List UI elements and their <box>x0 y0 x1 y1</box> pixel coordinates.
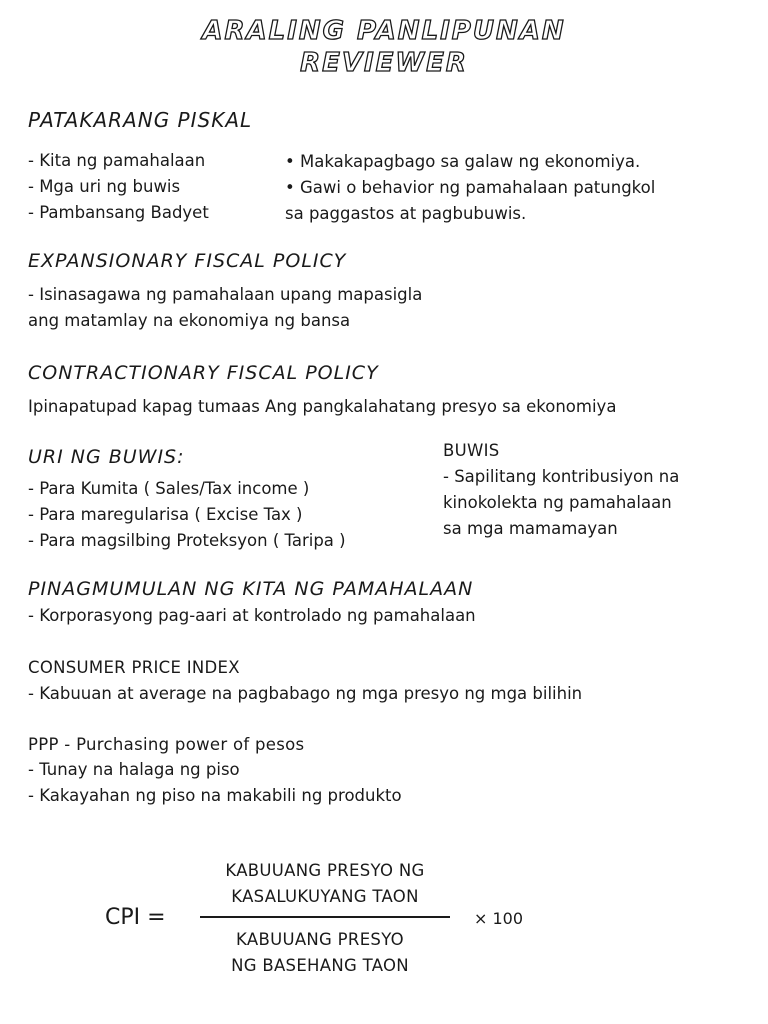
section-heading-ppp: PPP - Purchasing power of pesos <box>28 735 305 754</box>
title-line-1: ARALING PANLIPUNAN <box>202 16 566 46</box>
list-item: - Kita ng pamahalaan <box>28 151 206 170</box>
body-line: - Sapilitang kontribusiyon na <box>443 467 680 486</box>
formula-multiplier: × 100 <box>474 909 524 928</box>
note-line: • Gawi o behavior ng pamahalaan patungkol <box>285 178 656 197</box>
cpi-body <box>28 681 582 707</box>
note-line: sa paggastos at pagbubuwis. <box>285 204 527 223</box>
patakarang-piskal-left-list <box>28 148 209 226</box>
numerator-line: KASALUKUYANG TAON <box>231 887 419 906</box>
section-heading-patakarang-piskal: PATAKARANG PISKAL <box>28 108 253 132</box>
body-line: kinokolekta ng pamahalaan <box>443 493 672 512</box>
contractionary-body <box>28 394 616 420</box>
body-line: sa mga mamamayan <box>443 519 618 538</box>
fraction-bar <box>200 916 450 918</box>
body-line: - Kabuuan at average na pagbabago ng mga presyo ng mga bilihin <box>28 684 583 703</box>
body-line: ang matamlay na ekonomiya ng bansa <box>28 311 351 330</box>
list-item: - Pambansang Badyet <box>28 203 209 222</box>
pinagmumulan-body <box>28 603 476 629</box>
list-item: - Para Kumita ( Sales/Tax income ) <box>28 479 310 498</box>
uri-ng-buwis-list <box>28 476 346 554</box>
denominator-line: KABUUANG PRESYO <box>236 930 404 949</box>
body-line: - Kakayahan ng piso na makabili ng produkto <box>28 786 402 805</box>
body-line: - Tunay na halaga ng piso <box>28 760 240 779</box>
formula-numerator <box>190 858 460 910</box>
patakarang-piskal-right-notes <box>285 149 655 227</box>
section-heading-cpi: CONSUMER PRICE INDEX <box>28 658 240 677</box>
section-heading-expansionary: EXPANSIONARY FISCAL POLICY <box>28 250 347 272</box>
expansionary-body <box>28 282 422 334</box>
section-heading-buwis: BUWIS <box>443 441 500 460</box>
list-item: - Para magsilbing Proteksyon ( Taripa ) <box>28 531 346 550</box>
body-line: - Isinasagawa ng pamahalaan upang mapasigla <box>28 285 423 304</box>
body-line: - Korporasyong pag-aari at kontrolado ng pamahalaan <box>28 606 476 625</box>
section-heading-uri-ng-buwis: URI NG BUWIS: <box>28 446 185 468</box>
note-line: • Makakapagbago sa galaw ng ekonomiya. <box>285 152 641 171</box>
section-heading-pinagmumulan: PINAGMUMULAN NG KITA NG PAMAHALAAN <box>28 578 474 600</box>
formula-denominator <box>190 927 450 979</box>
list-item: - Mga uri ng buwis <box>28 177 181 196</box>
title-line-2: REVIEWER <box>300 48 468 78</box>
denominator-line: NG BASEHANG TAON <box>231 956 409 975</box>
formula-lhs: CPI = <box>105 905 166 930</box>
list-item: - Para maregularisa ( Excise Tax ) <box>28 505 303 524</box>
numerator-line: KABUUANG PRESYO NG <box>225 861 425 880</box>
ppp-body <box>28 757 402 809</box>
body-line: Ipinapatupad kapag tumaas Ang pangkalahatang presyo sa ekonomiya <box>28 397 617 416</box>
section-heading-contractionary: CONTRACTIONARY FISCAL POLICY <box>28 362 379 384</box>
buwis-body <box>443 464 679 542</box>
